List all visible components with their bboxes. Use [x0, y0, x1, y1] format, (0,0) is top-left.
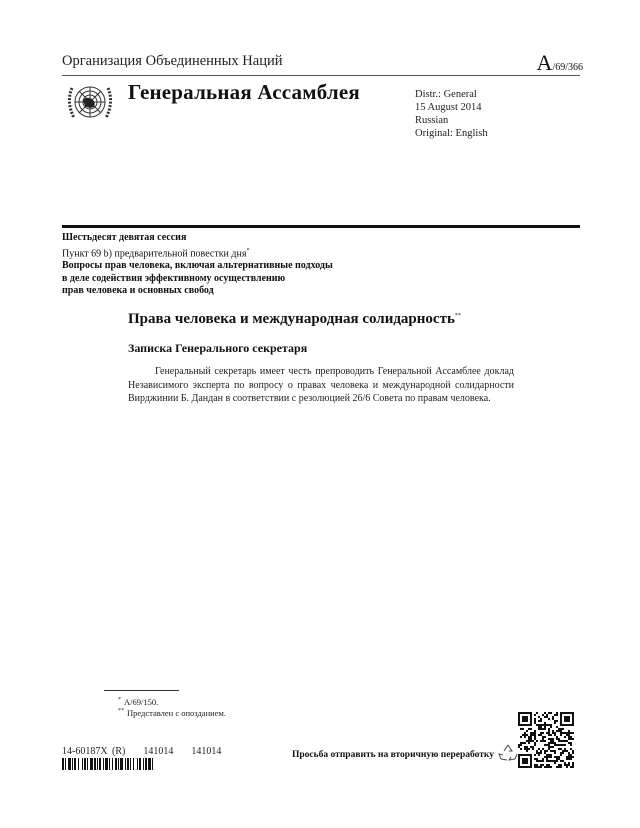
recycle-icon: [497, 742, 519, 764]
session-block: [62, 232, 333, 298]
document-title: [128, 311, 461, 328]
title-footnote-marker: **: [454, 313, 461, 319]
agenda-item-text: Пункт 69 b) предварительной повестки дня: [62, 247, 247, 259]
document-symbol: [537, 50, 583, 76]
job-number: 14-60187X (R) 141014 141014: [62, 746, 222, 757]
footnote-1: [118, 697, 158, 707]
language-line: Russian: [415, 115, 449, 126]
symbol-suffix: /69/366: [552, 62, 583, 73]
distr-line: Distr.: General: [415, 89, 477, 100]
body-name: Генеральная Ассамблея: [128, 80, 360, 104]
header-divider: [62, 75, 580, 76]
topic-line-3: прав человека и основных свобод: [62, 285, 214, 297]
topic-line-1: Вопросы прав человека, включая альтернативные подходы: [62, 260, 333, 272]
footnote-text: Представлен с опозданием.: [127, 708, 226, 718]
footnote-text: A/69/150.: [124, 697, 159, 707]
distribution-block: [415, 88, 488, 140]
title-text: Права человека и международная солидарность: [128, 311, 455, 327]
footnote-divider: [104, 690, 179, 691]
session-name: Шестьдесят девятая сессия: [62, 232, 187, 243]
organization-name: Организация Объединенных Наций: [62, 53, 283, 69]
footnote-marker: **: [118, 708, 124, 715]
topic-line-2: в деле содействия эффективному осуществлению: [62, 272, 286, 284]
symbol-prefix: A: [536, 50, 553, 75]
un-emblem-icon: [62, 80, 118, 124]
original-line: Original: English: [415, 128, 488, 139]
footnote-marker: *: [118, 697, 121, 704]
agenda-footnote-marker: *: [246, 247, 250, 254]
recycle-text: Просьба отправить на вторичную переработку: [292, 750, 494, 760]
qr-code-icon: [518, 712, 574, 768]
body-paragraph: Генеральный секретарь имеет честь препроводить Генеральной Ассамблее доклад Независимого эксперта по вопросу о правах человека и международной солидарности Вирджинии Б. Дандан в соответствии с резолюцией 26/6 Совета по правам человека.: [128, 366, 514, 404]
agenda-item: [62, 245, 333, 261]
footnote-2: [118, 708, 226, 718]
section-divider: [62, 225, 580, 228]
document-subtitle: Записка Генерального секретаря: [128, 341, 308, 355]
date-line: 15 August 2014: [415, 102, 482, 113]
barcode-icon: [62, 758, 222, 770]
